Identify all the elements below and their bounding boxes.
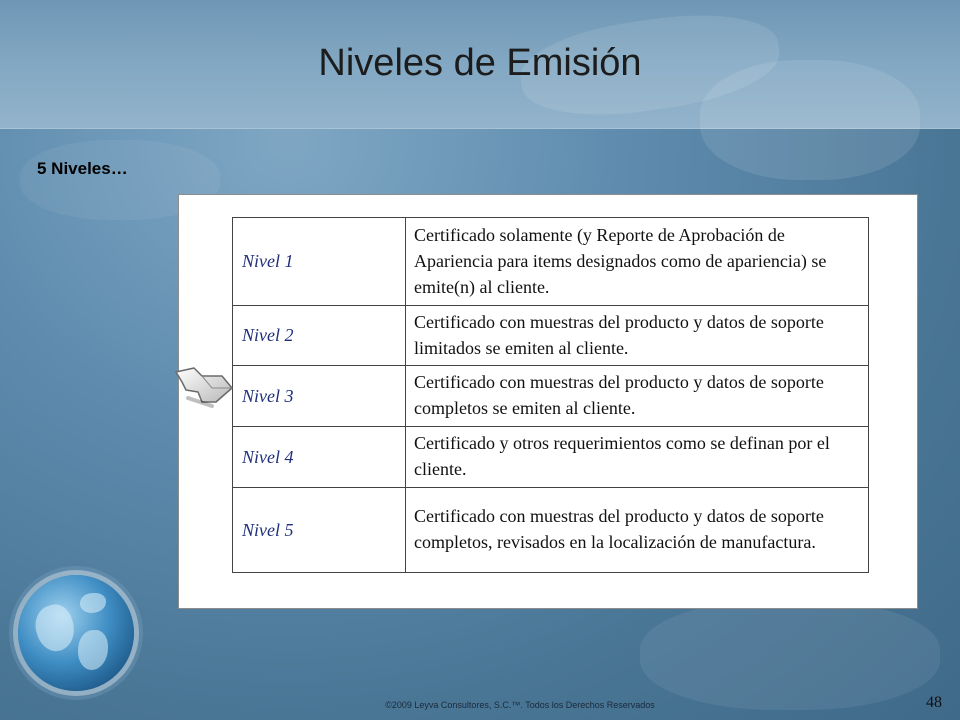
table-row [233,427,869,488]
world-map-decoration [640,600,940,710]
page-number: 48 [926,694,942,711]
table-row [233,488,869,573]
copyright-footer: ©2009 Leyva Consultores, S.C.™. Todos los Derechos Reservados [385,700,655,710]
level-label: Nivel 4 [233,427,406,488]
level-description: Certificado solamente (y Reporte de Aprobación de Apariencia para items designados como de apariencia) se emite(n) al cliente. [406,218,869,306]
level-label: Nivel 5 [233,488,406,573]
table-row [233,218,869,306]
levels-panel [178,194,918,609]
level-description: Certificado y otros requerimientos como se definan por el cliente. [406,427,869,488]
level-label: Nivel 2 [233,306,406,366]
slide-subtitle: 5 Niveles… [37,159,128,178]
level-description: Certificado con muestras del producto y datos de soporte completos, revisados en la localización de manufactura. [406,488,869,573]
levels-table [232,217,869,573]
pointing-hand-icon [172,362,234,408]
level-description: Certificado con muestras del producto y datos de soporte limitados se emiten al cliente. [406,306,869,366]
level-label: Nivel 3 [233,366,406,427]
slide-title: Niveles de Emisión [318,42,642,84]
level-label: Nivel 1 [233,218,406,306]
table-row [233,306,869,366]
globe-icon [18,575,134,691]
table-row [233,366,869,427]
level-description: Certificado con muestras del producto y datos de soporte completos se emiten al cliente. [406,366,869,427]
